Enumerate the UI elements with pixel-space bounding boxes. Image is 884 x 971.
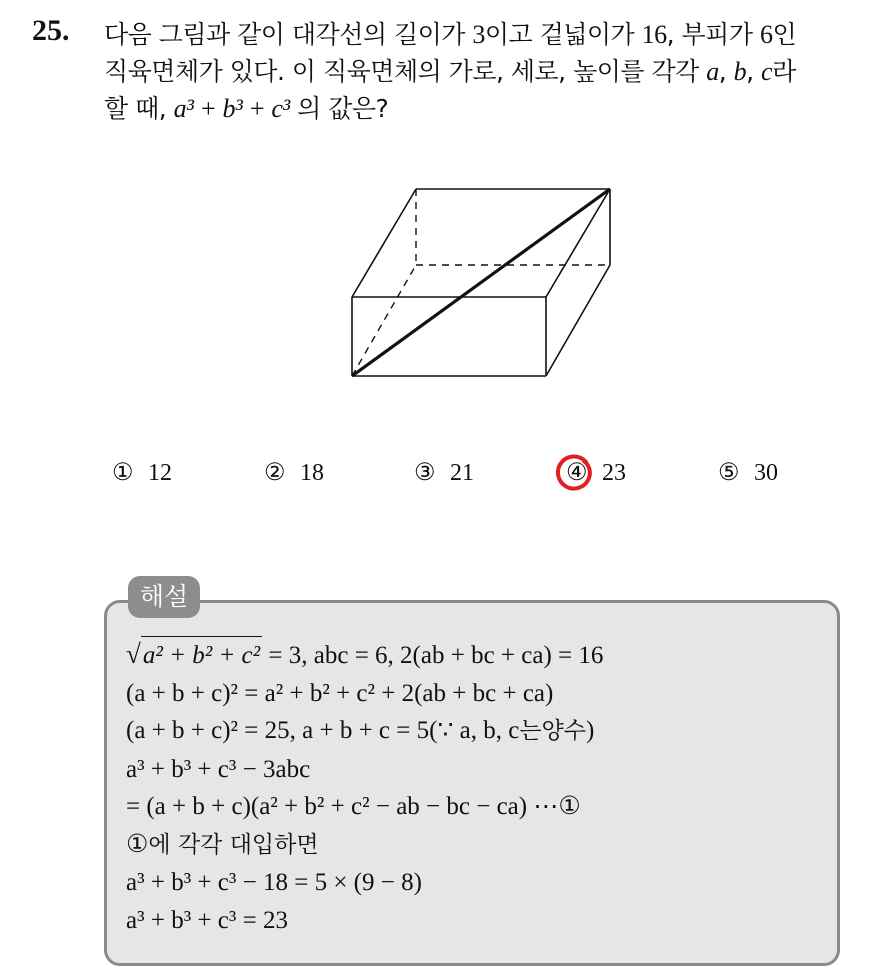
cuboid-figure — [340, 180, 630, 385]
equation-text: a³ + b³ + c³ − 18 = 5 × (9 − 8) — [126, 869, 422, 896]
solution-line-4 — [126, 751, 826, 789]
solution-line-6 — [126, 826, 826, 865]
text: 의 값은? — [289, 94, 389, 123]
solution-line-5 — [126, 788, 826, 826]
variable-a: a — [706, 57, 719, 86]
equation-text: = 3, abc = 6, 2(ab + bc + ca) = 16 — [262, 642, 604, 669]
text: 라 — [772, 57, 796, 86]
answer-choices — [0, 458, 884, 498]
solution-body — [126, 636, 826, 939]
choice-value: 12 — [148, 460, 172, 486]
choice-1[interactable] — [112, 458, 172, 487]
text: 인 — [772, 20, 797, 49]
text: , — [746, 57, 762, 86]
choice-value: 23 — [602, 460, 626, 486]
equation-text: = (a + b + c)(a² + b² + c² − ab − bc − ca) ⋯① — [126, 793, 581, 820]
choice-number: ⑤ — [718, 460, 740, 486]
text: 직육면체가 있다. 이 직육면체의 가로, 세로, 높이를 각각 — [104, 57, 707, 86]
number: 16 — [641, 20, 667, 49]
variable-c: c — [761, 57, 773, 86]
choice-number: ② — [264, 460, 286, 486]
text: , 부피가 — [666, 20, 760, 49]
korean-text: 는양수 — [519, 718, 586, 744]
choice-number: ③ — [414, 460, 436, 486]
choice-value: 21 — [450, 460, 474, 486]
variable-b: b — [733, 57, 747, 86]
solution-line-1 — [126, 636, 826, 675]
answer-mark-circle-icon — [556, 454, 594, 492]
solution-line-7 — [126, 864, 826, 902]
sqrt-radicand: a² + b² + c² — [141, 636, 262, 675]
text: 다음 그림과 같이 대각선의 길이가 — [104, 20, 473, 49]
equation-text: (a + b + c)² = 25, a + b + c = 5(∵ a, b, c — [126, 717, 520, 744]
equation-text: a³ + b³ + c³ = 23 — [126, 906, 288, 934]
number: 6 — [759, 20, 773, 49]
choice-3[interactable] — [414, 458, 474, 487]
choice-number: ④ — [566, 460, 588, 486]
solution-line-8 — [126, 902, 826, 940]
problem-number: 25. — [32, 14, 70, 47]
solution-tab-label: 해설 — [128, 576, 200, 618]
solution-line-3 — [126, 712, 826, 751]
space-diagonal — [352, 189, 610, 376]
equation-text: (a + b + c)² = a² + b² + c² + 2(ab + bc + ca) — [126, 679, 554, 707]
sqrt-symbol: √ — [126, 639, 141, 669]
problem-line-2 — [104, 53, 864, 90]
problem-line-3 — [104, 90, 864, 127]
expression: a³ + b³ + c³ — [173, 94, 290, 123]
number: 3 — [472, 20, 485, 49]
choice-value: 18 — [300, 460, 324, 486]
choice-2[interactable] — [264, 458, 324, 487]
text: , — [718, 57, 734, 86]
problem-statement — [104, 16, 864, 127]
text: 할 때, — [104, 94, 174, 123]
korean-text: 에 각각 대입하면 — [148, 831, 319, 858]
text: 이고 겉넓이가 — [484, 20, 642, 49]
solution-line-2 — [126, 675, 826, 713]
equation-text: a³ + b³ + c³ − 3abc — [126, 755, 311, 783]
choice-5[interactable] — [718, 458, 778, 487]
choice-number: ① — [112, 460, 134, 486]
problem-line-1 — [104, 16, 864, 53]
choice-value: 30 — [754, 460, 778, 486]
equation-text: ① — [126, 830, 149, 858]
equation-text: ) — [585, 717, 595, 744]
